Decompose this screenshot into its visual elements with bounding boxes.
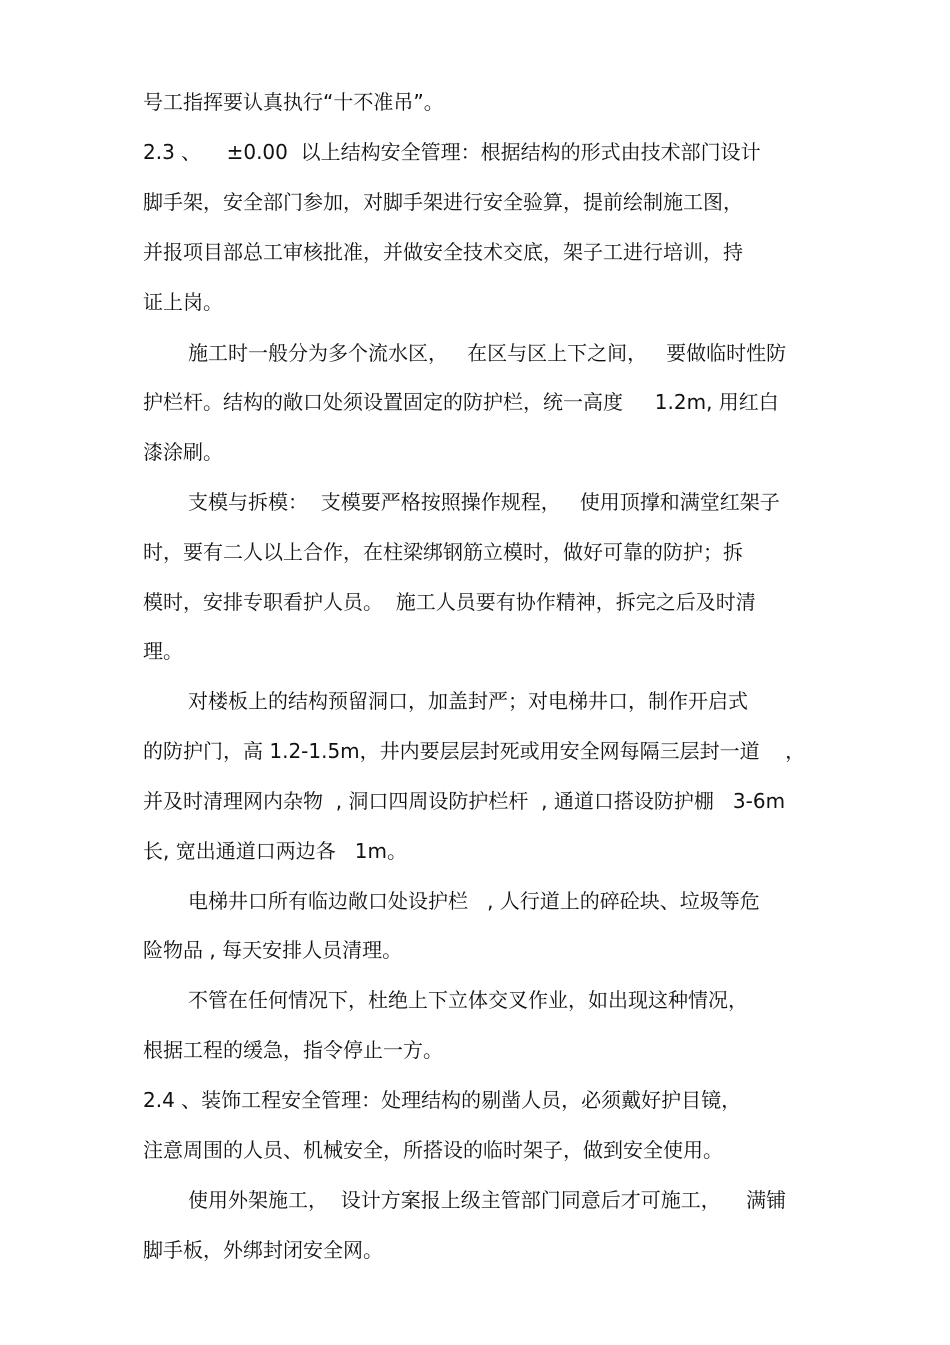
text-line: 并及时清理网内杂物 , 洞口四周设防护栏杆 , 通道口搭设防护棚 3-6m <box>143 789 786 813</box>
text-line: 漆涂刷。 <box>143 440 223 464</box>
paragraph-start: 电梯井口所有临边敞口处设护栏 , 人行道上的碎砼块、垃圾等危 <box>188 889 760 913</box>
paragraph-start: 不管在任何情况下，杜绝上下立体交叉作业，如出现这种情况， <box>188 988 748 1012</box>
text-line: 理。 <box>143 639 183 663</box>
paragraph-start: 支模与拆模： 支模要严格按照操作规程， 使用顶撑和满堂红架子 <box>188 490 780 514</box>
text-line: 脚手板，外绑封闭安全网。 <box>143 1238 383 1262</box>
paragraph-start: 施工时一般分为多个流水区， 在区与区上下之间， 要做临时性防 <box>188 341 787 365</box>
text-line: 并报项目部总工审核批准，并做安全技术交底，架子工进行培训，持 <box>143 240 743 264</box>
text-line: 根据工程的缓急，指令停止一方。 <box>143 1038 443 1062</box>
text-line: 的防护门，高 1.2-1.5m，井内要层层封死或用安全网每隔三层封一道 ， <box>143 739 806 763</box>
section-heading-2-4: 2.4 、装饰工程安全管理：处理结构的剔凿人员，必须戴好护目镜， <box>143 1088 742 1112</box>
text-line: 注意周围的人员、机械安全，所搭设的临时架子，做到安全使用。 <box>143 1138 723 1162</box>
paragraph-start: 对楼板上的结构预留洞口，加盖封严；对电梯井口，制作开启式 <box>188 689 748 713</box>
text-line: 脚手架，安全部门参加，对脚手架进行安全验算，提前绘制施工图， <box>143 190 743 214</box>
paragraph-start: 使用外架施工， 设计方案报上级主管部门同意后才可施工， 满铺 <box>188 1188 787 1212</box>
text-line: 号工指挥要认真执行“十不准吊”。 <box>143 90 444 114</box>
section-heading-2-3: 2.3 、 ±0.00 以上结构安全管理：根据结构的形式由技术部门设计 <box>143 140 761 164</box>
text-line: 证上岗。 <box>143 290 223 314</box>
text-line: 护栏杆。结构的敞口处须设置固定的防护栏，统一高度 1.2m, 用红白 <box>143 390 779 414</box>
text-line: 时，要有二人以上合作，在柱梁绑钢筋立模时，做好可靠的防护；拆 <box>143 540 743 564</box>
text-line: 模时，安排专职看护人员。 施工人员要有协作精神，拆完之后及时清 <box>143 590 756 614</box>
text-line: 长, 宽出通道口两边各 1m。 <box>143 839 407 863</box>
text-line: 险物品 , 每天安排人员清理。 <box>143 938 403 962</box>
